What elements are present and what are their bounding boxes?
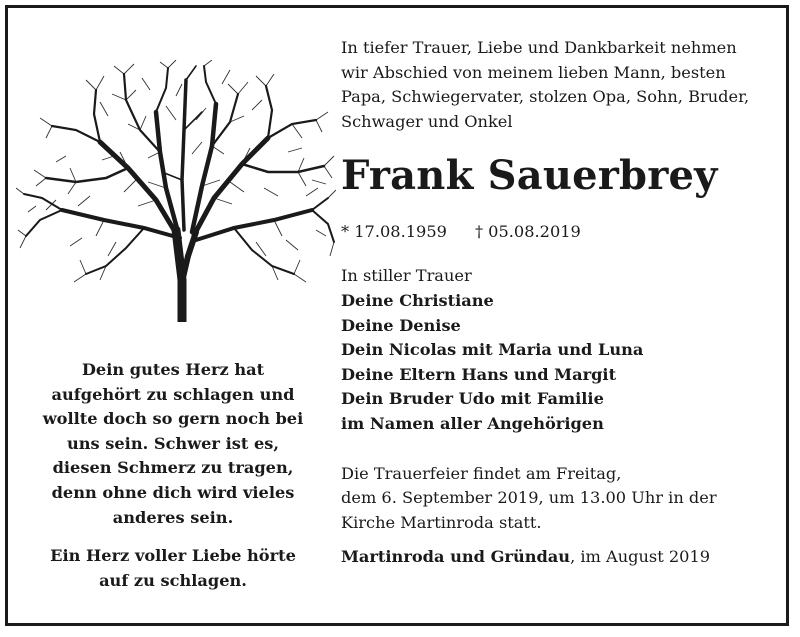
poem-line: wollte doch so gern noch bei (42, 409, 304, 429)
mourners-list (341, 289, 781, 437)
intro-line: Schwager und Onkel (341, 111, 513, 131)
intro-line: In tiefer Trauer, Liebe und Dankbarkeit nehmen (341, 38, 737, 57)
life-dates (341, 220, 781, 244)
poem-line: denn ohne dich wird vieles (51, 482, 295, 502)
mourning-intro: In stiller Trauer (341, 266, 472, 286)
ceremony-notice (341, 462, 781, 536)
intro-line: wir Abschied von meinem lieben Mann, besten (341, 62, 726, 82)
place-name: Martinroda und Gründau (341, 547, 571, 567)
right-column (341, 36, 781, 570)
ceremony-line: Die Trauerfeier findet am Freitag, (341, 463, 622, 483)
poem-line: uns sein. Schwer ist es, (66, 433, 280, 453)
left-column (8, 8, 338, 623)
poem-line: Dein gutes Herz hat (81, 360, 265, 379)
tree-silhouette-icon (16, 60, 336, 322)
farewell-intro (341, 36, 781, 134)
intro-line: Papa, Schwiegervater, stolzen Opa, Sohn, Bruder, (341, 87, 750, 107)
poem-line: diesen Schmerz zu tragen, (52, 458, 294, 478)
mourner-entry: Deine Christiane (341, 290, 494, 310)
mourner-entry: Dein Bruder Udo mit Familie (341, 389, 604, 409)
poem-closing-line: Ein Herz voller Liebe hörte (50, 546, 296, 566)
condolence-poem (23, 358, 323, 593)
birth-date: * 17.08.1959 (341, 222, 447, 242)
mourner-entry: Deine Eltern Hans und Margit (341, 364, 617, 384)
mourner-entry: Deine Denise (341, 315, 461, 335)
notice-date: , im August 2019 (570, 547, 711, 567)
poem-closing-line: auf zu schlagen. (99, 570, 247, 590)
poem-line: aufgehört zu schlagen und (51, 384, 295, 404)
place-and-date (341, 545, 781, 570)
deceased-name: Frank Sauerbrey (341, 152, 718, 200)
mourner-entry: Dein Nicolas mit Maria und Luna (341, 340, 644, 360)
poem-line: anderes sein. (112, 507, 234, 527)
ceremony-line: dem 6. September 2019, um 13.00 Uhr in der (341, 488, 717, 508)
death-date: † 05.08.2019 (474, 222, 581, 242)
mourner-entry: im Namen aller Angehörigen (341, 413, 604, 433)
ceremony-line: Kirche Martinroda statt. (341, 512, 542, 532)
